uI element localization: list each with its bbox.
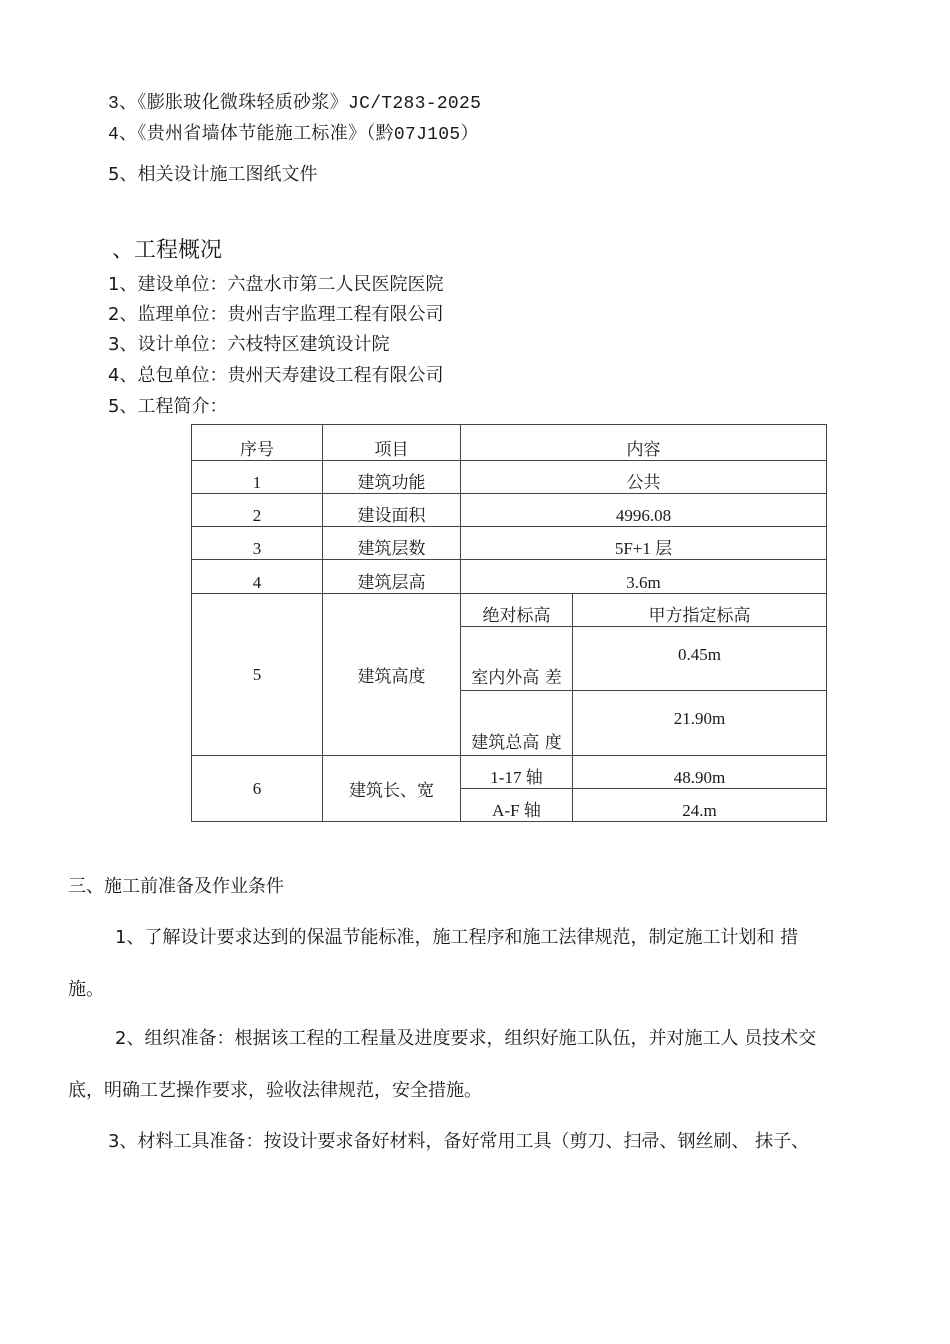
row-no: 4 [192, 560, 323, 594]
reference-item: 5、相关设计施工图纸文件 [108, 164, 318, 185]
section-title: 三、施工前准备及作业条件 [68, 876, 284, 897]
sub-row-value: 0.45m [573, 627, 827, 691]
row-no: 2 [192, 494, 323, 527]
overview-item: 2、监理单位：贵州吉宇监理工程有限公司 [108, 304, 444, 325]
sub-row-value: 24.m [573, 789, 827, 822]
paragraph-line: 施。 [68, 979, 104, 1000]
paragraph-line: 1、了解设计要求达到的保温节能标准，施工程序和施工法律规范，制定施工计划和 措 [115, 927, 799, 948]
row-content: 3.6m [461, 560, 827, 594]
header-no: 序号 [192, 425, 323, 461]
sub-row-value: 48.90m [573, 756, 827, 789]
row-no: 3 [192, 527, 323, 560]
paragraph-line: 底，明确工艺操作要求，验收法律规范，安全措施。 [68, 1080, 482, 1101]
row-content: 公共 [461, 461, 827, 494]
sub-row-label: 室内外高 差 [461, 627, 573, 691]
paragraph-line: 3、材料工具准备：按设计要求备好材料，备好常用工具（剪刀、扫帚、钢丝刷、 抹子、 [108, 1131, 810, 1152]
overview-item: 1、建设单位：六盘水市第二人民医院医院 [108, 274, 444, 295]
row-no: 6 [192, 756, 323, 822]
sub-row-label: 建筑总高 度 [461, 691, 573, 756]
sub-row-value: 21.90m [573, 691, 827, 756]
row-item: 建筑长、宽 [323, 756, 461, 822]
overview-item: 5、工程简介： [108, 396, 228, 417]
table-row [192, 560, 827, 594]
row-item: 建筑功能 [323, 461, 461, 494]
overview-item: 4、总包单位：贵州天寿建设工程有限公司 [108, 365, 444, 386]
paragraph-line: 2、组织准备：根据该工程的工程量及进度要求，组织好施工队伍，并对施工人 员技术交 [115, 1028, 817, 1049]
row-item: 建筑层高 [323, 560, 461, 594]
sub-header-designated: 甲方指定标高 [573, 594, 827, 627]
row-no: 5 [192, 594, 323, 756]
sub-row-label: A-F 轴 [461, 789, 573, 822]
project-spec-table [191, 424, 827, 822]
overview-item: 3、设计单位：六枝特区建筑设计院 [108, 334, 390, 355]
row-item: 建筑高度 [323, 594, 461, 756]
table-row [192, 461, 827, 494]
row-content: 4996.08 [461, 494, 827, 527]
table-row [192, 494, 827, 527]
reference-item: 4、《贵州省墙体节能施工标准》（黔07J105） [108, 125, 479, 145]
row-content: 5F+1 层 [461, 527, 827, 560]
row-item: 建设面积 [323, 494, 461, 527]
table-row [192, 756, 827, 789]
table-row [192, 594, 827, 627]
table-header-row [192, 425, 827, 461]
sub-row-label: 1-17 轴 [461, 756, 573, 789]
header-item: 项目 [323, 425, 461, 461]
reference-item: 3、《膨胀玻化微珠轻质砂浆》JC/T283-2025 [108, 94, 482, 114]
table-row [192, 527, 827, 560]
row-no: 1 [192, 461, 323, 494]
row-item: 建筑层数 [323, 527, 461, 560]
header-content: 内容 [461, 425, 827, 461]
sub-header-absolute: 绝对标高 [461, 594, 573, 627]
section-title: 、工程概况 [112, 238, 223, 263]
